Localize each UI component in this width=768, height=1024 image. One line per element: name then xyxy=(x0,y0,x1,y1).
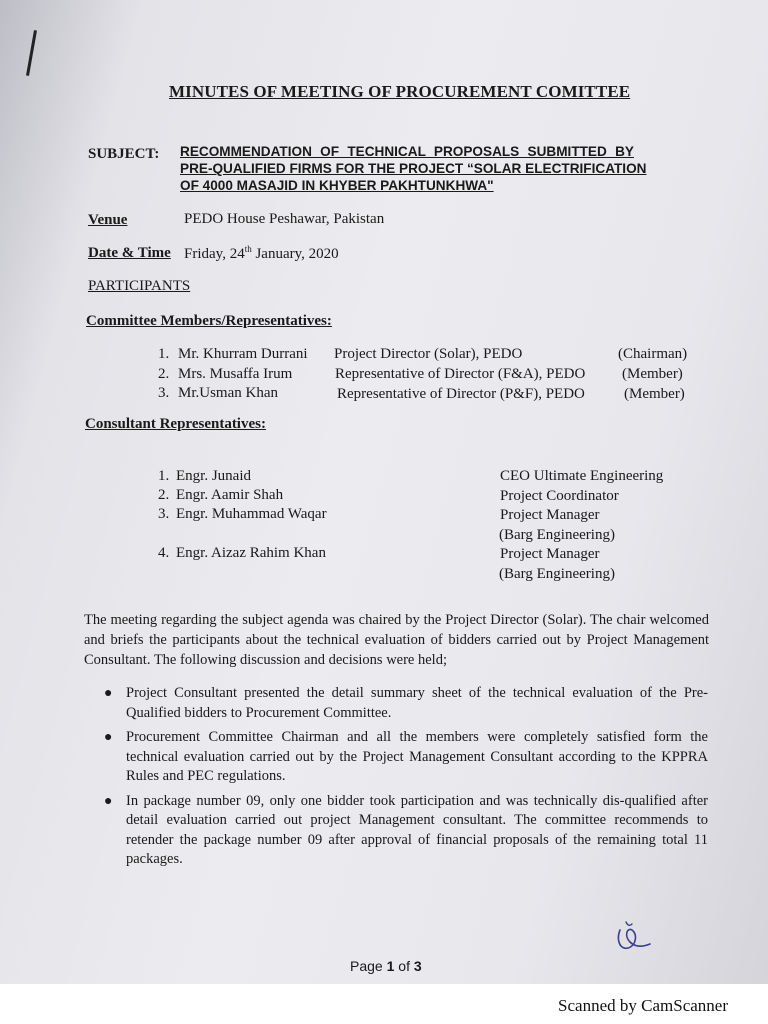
subject-line-3: OF 4000 MASAJID IN KHYBER PAKHTUNKHWA" xyxy=(180,178,494,193)
committee-member-num: 3. xyxy=(158,385,170,401)
bullet-icon: ● xyxy=(104,686,113,701)
page-number: Page 1 of 3 xyxy=(350,958,422,974)
subject-line-2: PRE-QUALIFIED FIRMS FOR THE PROJECT “SOLAR ELECTRIFICATION xyxy=(180,161,647,176)
consultant-designation-2: (Barg Engineering) xyxy=(499,566,615,582)
venue-label: Venue xyxy=(88,212,128,228)
consultant-name: Engr. Aamir Shah xyxy=(176,487,284,503)
committee-member-num: 2. xyxy=(158,366,170,382)
decision-item: ● Procurement Committee Chairman and all the members were completely satisfied form the technical evaluation carried out by the Project Management Consultant according to the KPPRA Rules and PEC regulations. xyxy=(104,729,708,784)
committee-member-role: (Member) xyxy=(624,386,685,402)
decision-item: ● Project Consultant presented the detail summary sheet of the technical evaluation of the Pre-Qualified bidders to Procurement Committee. xyxy=(104,685,708,721)
intro-paragraph: The meeting regarding the subject agenda was chaired by the Project Director (Solar). The chair welcomed and briefs the participants about the technical evaluation of bidders carried out by Project Management Consultant. The following discussion and decisions were held; xyxy=(84,612,709,668)
committee-member-role: (Chairman) xyxy=(618,346,688,362)
consultant-num: 1. xyxy=(158,468,170,484)
consultant-num: 4. xyxy=(158,545,170,561)
committee-member-num: 1. xyxy=(158,346,170,362)
consultant-name: Engr. Muhammad Waqar xyxy=(176,506,327,522)
consultant-designation: Project Manager xyxy=(500,507,600,523)
scanner-watermark: Scanned by CamScanner xyxy=(558,996,728,1015)
consultant-designation-2: (Barg Engineering) xyxy=(499,527,615,543)
consultant-name: Engr. Junaid xyxy=(176,468,251,484)
consultant-heading: Consultant Representatives: xyxy=(85,416,266,432)
consultant-num: 2. xyxy=(158,487,170,503)
bullet-icon: ● xyxy=(104,730,113,745)
subject-line-1: RECOMMENDATION OF TECHNICAL PROPOSALS SUBMITTED BY xyxy=(180,144,634,159)
committee-member-name: Mrs. Musaffa Irum xyxy=(178,366,293,382)
subject-label: SUBJECT: xyxy=(88,146,160,162)
date-label: Date & Time xyxy=(88,245,171,261)
committee-member-name: Mr. Khurram Durrani xyxy=(178,346,308,362)
consultant-num: 3. xyxy=(158,506,170,522)
committee-member-name: Mr.Usman Khan xyxy=(178,385,278,401)
committee-member-role: (Member) xyxy=(622,366,683,382)
handwritten-slash-mark xyxy=(26,30,37,76)
venue-value: PEDO House Peshawar, Pakistan xyxy=(184,211,385,227)
bullet-icon: ● xyxy=(104,793,113,809)
date-value: Friday, 24th January, 2020 xyxy=(184,244,339,262)
committee-member-designation: Project Director (Solar), PEDO xyxy=(334,346,523,362)
consultant-designation: Project Manager xyxy=(500,546,600,562)
consultant-designation: Project Coordinator xyxy=(500,488,619,504)
decision-list xyxy=(104,684,708,875)
decision-item: ● In package number 09, only one bidder took participation and was technically dis-qualified after detail evaluation carried out project Management consultant. The committee recommends to retender the package number 09 after approval of financial proposals of the remaining total 11 packages. xyxy=(104,792,708,867)
handwritten-initials-icon xyxy=(612,918,656,958)
participants-heading: PARTICIPANTS xyxy=(88,278,191,294)
consultant-designation: CEO Ultimate Engineering xyxy=(500,468,664,484)
consultant-name: Engr. Aizaz Rahim Khan xyxy=(176,545,326,561)
committee-heading: Committee Members/Representatives: xyxy=(86,313,332,329)
committee-member-designation: Representative of Director (F&A), PEDO xyxy=(335,366,586,382)
document-title: MINUTES OF MEETING OF PROCUREMENT COMITTEE xyxy=(169,82,631,101)
committee-member-designation: Representative of Director (P&F), PEDO xyxy=(337,386,585,402)
